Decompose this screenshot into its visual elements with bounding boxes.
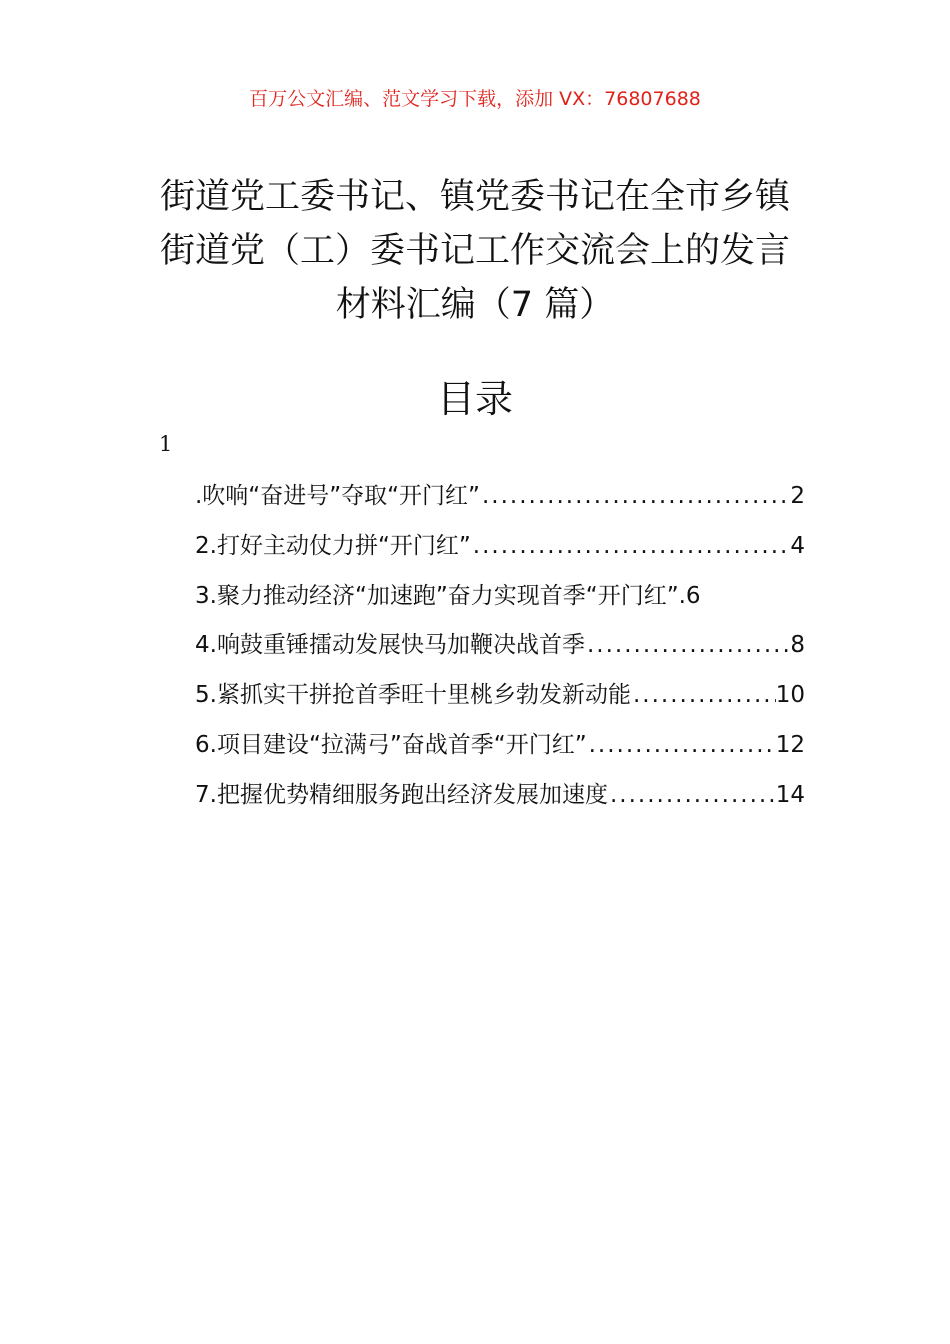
toc-leader-dots [608, 771, 776, 821]
toc-entry-page: 4 [790, 532, 805, 559]
toc-entry-label: 5.紧抓实干拼抢首季旺十里桃乡勃发新动能 [195, 682, 631, 709]
toc-leader-dots [631, 671, 776, 721]
toc-leader-dots [480, 472, 790, 522]
toc-entry-page: 12 [775, 731, 805, 758]
toc-heading: 目录 [436, 377, 513, 421]
toc-entry-3[interactable] [195, 572, 805, 622]
toc-entry-label: 3.聚力推动经济“加速跑”奋力实现首季“开门红” [195, 582, 679, 609]
toc-entry-label: 6.项目建设“拉满弓”奋战首季“开门红” [195, 731, 587, 758]
toc-entry-7[interactable] [195, 771, 805, 821]
toc-entry-page: 8 [790, 632, 805, 659]
toc-entry-5[interactable] [195, 671, 805, 721]
toc-entry-2[interactable] [195, 522, 805, 572]
toc-leader-dots [585, 621, 790, 671]
toc-entry-page: 14 [775, 781, 805, 808]
toc-entry-label: 7.把握优势精细服务跑出经济发展加速度 [195, 781, 608, 808]
toc-entry-label: .吹响“奋进号”夺取“开门红” [195, 483, 480, 509]
title-line-1: 街道党工委书记、镇党委书记在全市乡镇 [159, 177, 790, 217]
toc-entry-label: 4.响鼓重锤擂动发展快马加鞭决战首季 [195, 632, 585, 659]
toc-entry-6[interactable] [195, 721, 805, 771]
title-line-3: 材料汇编（7 篇） [335, 285, 615, 325]
toc-entry-4[interactable] [195, 621, 805, 671]
toc-marker: 1 [159, 432, 173, 456]
toc-entry-page: .6 [678, 582, 701, 609]
toc-entry-label: 2.打好主动仗力拼“开门红” [195, 532, 471, 559]
title-line-2: 街道党（工）委书记工作交流会上的发言 [159, 231, 790, 271]
table-of-contents [195, 472, 805, 821]
document-title [130, 170, 820, 332]
header-banner: 百万公文汇编、范文学习下载，添加 VX：76807688 [249, 88, 701, 110]
toc-leader-dots [471, 522, 791, 572]
toc-entry-page: 10 [775, 682, 805, 709]
toc-entry-1[interactable] [195, 472, 805, 522]
toc-leader-dots [587, 721, 776, 771]
toc-entry-page: 2 [790, 483, 805, 509]
